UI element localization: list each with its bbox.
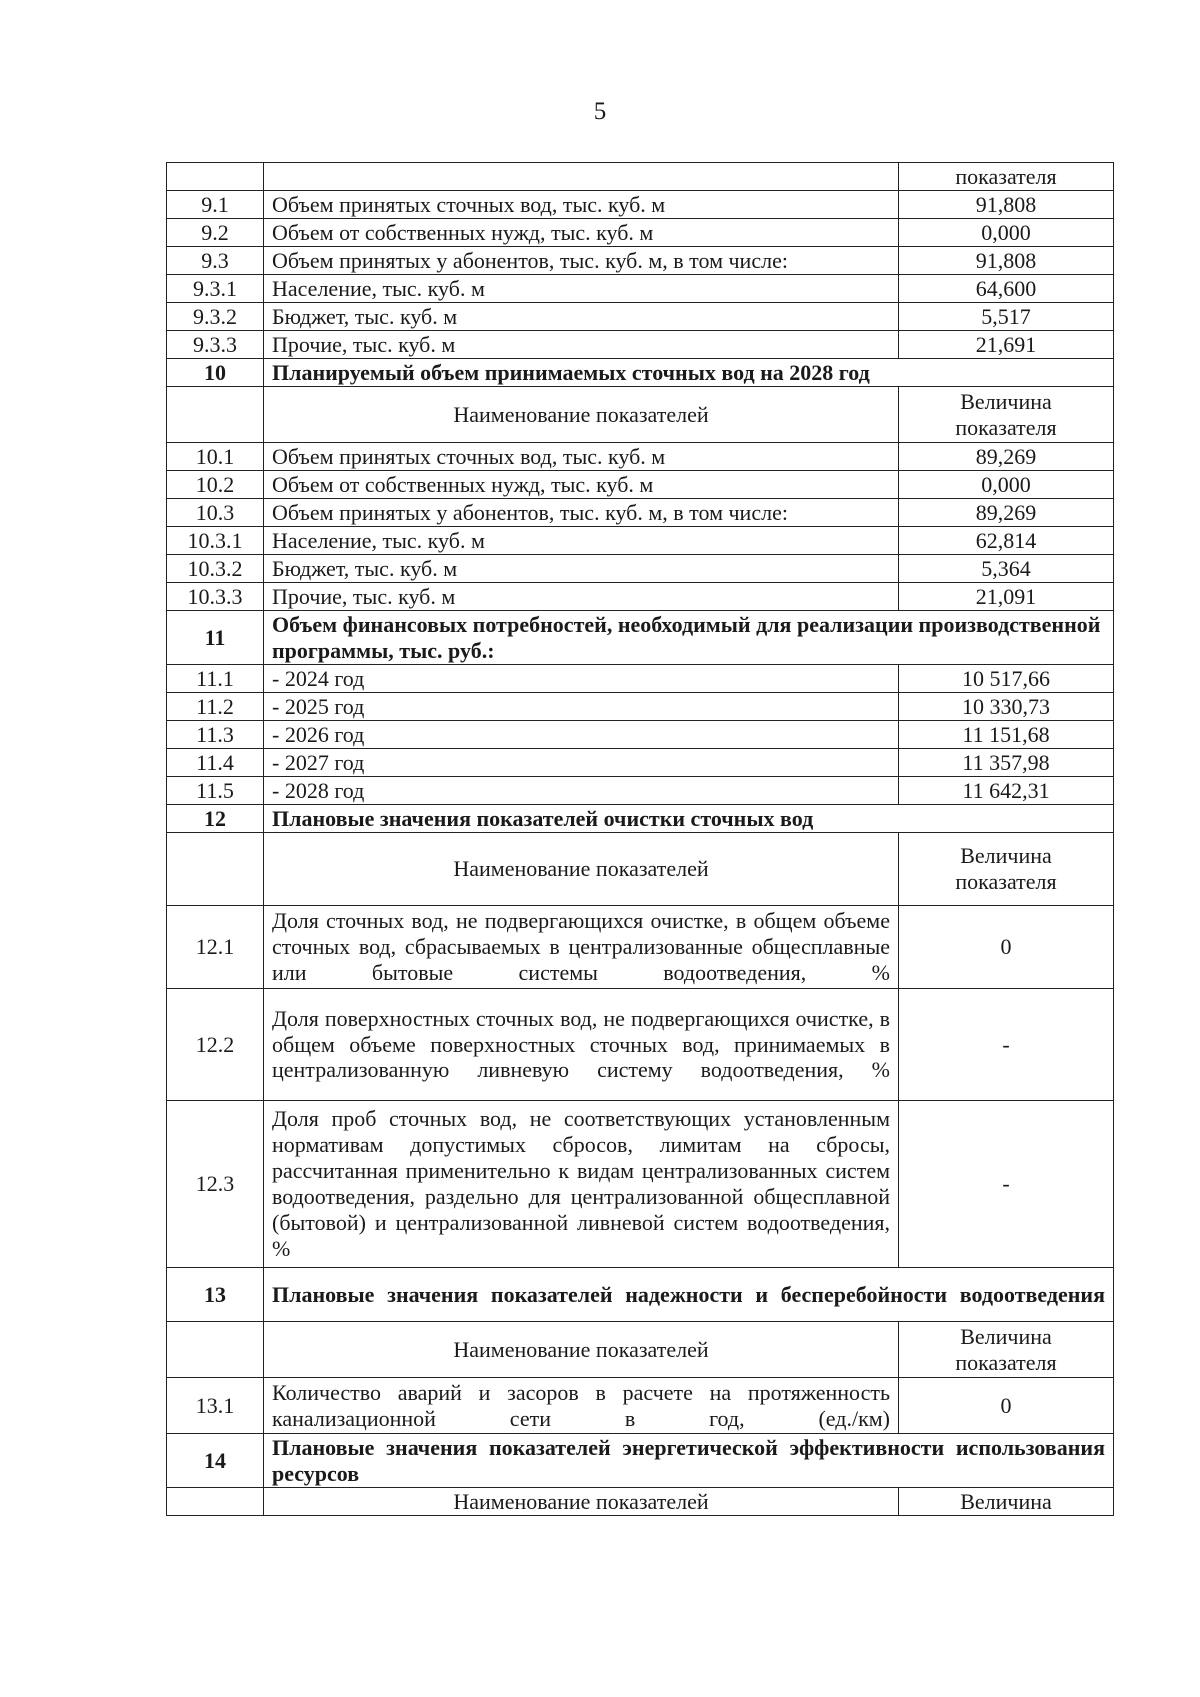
column-header-row — [167, 387, 1114, 443]
row-name: Объем принятых у абонентов, тыс. куб. м, в том числе: — [264, 247, 899, 275]
section-number: 11 — [167, 611, 264, 665]
section-number: 10 — [167, 359, 264, 387]
section-title-row — [167, 805, 1114, 833]
table-row — [167, 303, 1114, 331]
row-name: Прочие, тыс. куб. м — [264, 583, 899, 611]
row-value: 11 151,68 — [899, 721, 1114, 749]
table-row — [167, 443, 1114, 471]
row-name: Объем принятых у абонентов, тыс. куб. м, в том числе: — [264, 499, 899, 527]
row-name: Объем принятых сточных вод, тыс. куб. м — [264, 191, 899, 219]
section-title-row — [167, 1434, 1114, 1488]
name-column-header: Наименование показателей — [264, 1488, 899, 1516]
section-title: Плановые значения показателей очистки сточных вод — [264, 805, 1114, 833]
row-value: 91,808 — [899, 247, 1114, 275]
column-header-row — [167, 833, 1114, 906]
table-row — [167, 219, 1114, 247]
row-name: Количество аварий и засоров в расчете на протяженность канализационной сети в год, (ед./км) — [264, 1378, 899, 1434]
column-header-row — [167, 1488, 1114, 1516]
table-row — [167, 275, 1114, 303]
section-title-row — [167, 611, 1114, 665]
row-number: 11.4 — [167, 749, 264, 777]
section-title: Объем финансовых потребностей, необходимый для реализации производственной программы, тыс. руб.: — [264, 611, 1114, 665]
section-title: Планируемый объем принимаемых сточных вод на 2028 год — [264, 359, 1114, 387]
value-header-cell: показателя — [899, 163, 1114, 191]
table-row — [167, 1378, 1114, 1434]
table-row — [167, 471, 1114, 499]
section-number: 12 — [167, 805, 264, 833]
row-number: 9.3.2 — [167, 303, 264, 331]
section-title: Плановые значения показателей энергетической эффективности использования ресурсов — [264, 1434, 1114, 1488]
row-value: 64,600 — [899, 275, 1114, 303]
row-name: - 2025 год — [264, 693, 899, 721]
number-header-cell — [167, 833, 264, 906]
row-name: - 2024 год — [264, 665, 899, 693]
number-header-cell — [167, 387, 264, 443]
name-cell — [264, 163, 899, 191]
row-value: 89,269 — [899, 443, 1114, 471]
row-name: Доля проб сточных вод, не соответствующих установленным нормативам допустимых сбросов, лимитам на сбросы, рассчитанная применительно к видам централизованных систем водоотведения, раздельно для централизованной общесплавной (бытовой) и централизованной ливневой систем водоотведения, % — [264, 1101, 899, 1268]
column-header-row — [167, 1322, 1114, 1378]
row-number: 10.3.1 — [167, 527, 264, 555]
row-number: 10.1 — [167, 443, 264, 471]
value-column-header: Величина показателя — [899, 387, 1114, 443]
row-number: 10.3.2 — [167, 555, 264, 583]
table-row — [167, 1101, 1114, 1268]
row-value: - — [899, 989, 1114, 1101]
name-column-header: Наименование показателей — [264, 1322, 899, 1378]
number-header-cell — [167, 1488, 264, 1516]
row-name: - 2028 год — [264, 777, 899, 805]
row-number: 9.1 — [167, 191, 264, 219]
section-title-row — [167, 359, 1114, 387]
table-row — [167, 583, 1114, 611]
row-value: 0,000 — [899, 471, 1114, 499]
number-cell — [167, 163, 264, 191]
row-name: - 2026 год — [264, 721, 899, 749]
row-number: 10.2 — [167, 471, 264, 499]
row-number: 9.3 — [167, 247, 264, 275]
row-value: 5,364 — [899, 555, 1114, 583]
table-row — [167, 499, 1114, 527]
section-number: 14 — [167, 1434, 264, 1488]
row-value: 0 — [899, 906, 1114, 989]
table-row — [167, 555, 1114, 583]
table-row — [167, 749, 1114, 777]
row-value: 11 357,98 — [899, 749, 1114, 777]
section-title: Плановые значения показателей надежности и бесперебойности водоотведения — [264, 1268, 1114, 1322]
value-column-header: Величина — [899, 1488, 1114, 1516]
row-value: 62,814 — [899, 527, 1114, 555]
table-row — [167, 163, 1114, 191]
row-value: 21,691 — [899, 331, 1114, 359]
table-row — [167, 331, 1114, 359]
number-header-cell — [167, 1322, 264, 1378]
row-number: 11.1 — [167, 665, 264, 693]
table-row — [167, 777, 1114, 805]
name-column-header: Наименование показателей — [264, 387, 899, 443]
row-number: 12.3 — [167, 1101, 264, 1268]
row-number: 9.3.3 — [167, 331, 264, 359]
row-value: 0 — [899, 1378, 1114, 1434]
name-column-header: Наименование показателей — [264, 833, 899, 906]
row-number: 12.2 — [167, 989, 264, 1101]
row-value: 5,517 — [899, 303, 1114, 331]
table-row — [167, 527, 1114, 555]
row-name: Прочие, тыс. куб. м — [264, 331, 899, 359]
row-value: 0,000 — [899, 219, 1114, 247]
row-value: 10 330,73 — [899, 693, 1114, 721]
table-row — [167, 665, 1114, 693]
row-number: 13.1 — [167, 1378, 264, 1434]
row-name: Население, тыс. куб. м — [264, 527, 899, 555]
row-number: 10.3 — [167, 499, 264, 527]
row-value: 91,808 — [899, 191, 1114, 219]
row-value: 11 642,31 — [899, 777, 1114, 805]
table-row — [167, 989, 1114, 1101]
row-value: 89,269 — [899, 499, 1114, 527]
row-name: Объем принятых сточных вод, тыс. куб. м — [264, 443, 899, 471]
row-name: Объем от собственных нужд, тыс. куб. м — [264, 471, 899, 499]
row-number: 12.1 — [167, 906, 264, 989]
value-column-header: Величина показателя — [899, 1322, 1114, 1378]
row-name: Бюджет, тыс. куб. м — [264, 555, 899, 583]
section-title-row — [167, 1268, 1114, 1322]
row-name: Бюджет, тыс. куб. м — [264, 303, 899, 331]
table-row — [167, 906, 1114, 989]
row-number: 9.3.1 — [167, 275, 264, 303]
row-name: Объем от собственных нужд, тыс. куб. м — [264, 219, 899, 247]
table-row — [167, 721, 1114, 749]
row-value: 10 517,66 — [899, 665, 1114, 693]
table-row — [167, 247, 1114, 275]
row-name: Доля поверхностных сточных вод, не подвергающихся очистке, в общем объеме поверхностных сточных вод, принимаемых в централизованную ливневую систему водоотведения, % — [264, 989, 899, 1101]
row-name: Население, тыс. куб. м — [264, 275, 899, 303]
row-value: - — [899, 1101, 1114, 1268]
row-name: - 2027 год — [264, 749, 899, 777]
row-name: Доля сточных вод, не подвергающихся очистке, в общем объеме сточных вод, сбрасываемых в централизованные общесплавные или бытовые системы водоотведения, % — [264, 906, 899, 989]
table-row — [167, 191, 1114, 219]
value-column-header: Величина показателя — [899, 833, 1114, 906]
row-number: 10.3.3 — [167, 583, 264, 611]
row-number: 9.2 — [167, 219, 264, 247]
row-value: 21,091 — [899, 583, 1114, 611]
page-number: 5 — [593, 98, 607, 125]
row-number: 11.3 — [167, 721, 264, 749]
indicators-table — [166, 162, 1114, 1516]
row-number: 11.2 — [167, 693, 264, 721]
section-number: 13 — [167, 1268, 264, 1322]
row-number: 11.5 — [167, 777, 264, 805]
table-row — [167, 693, 1114, 721]
